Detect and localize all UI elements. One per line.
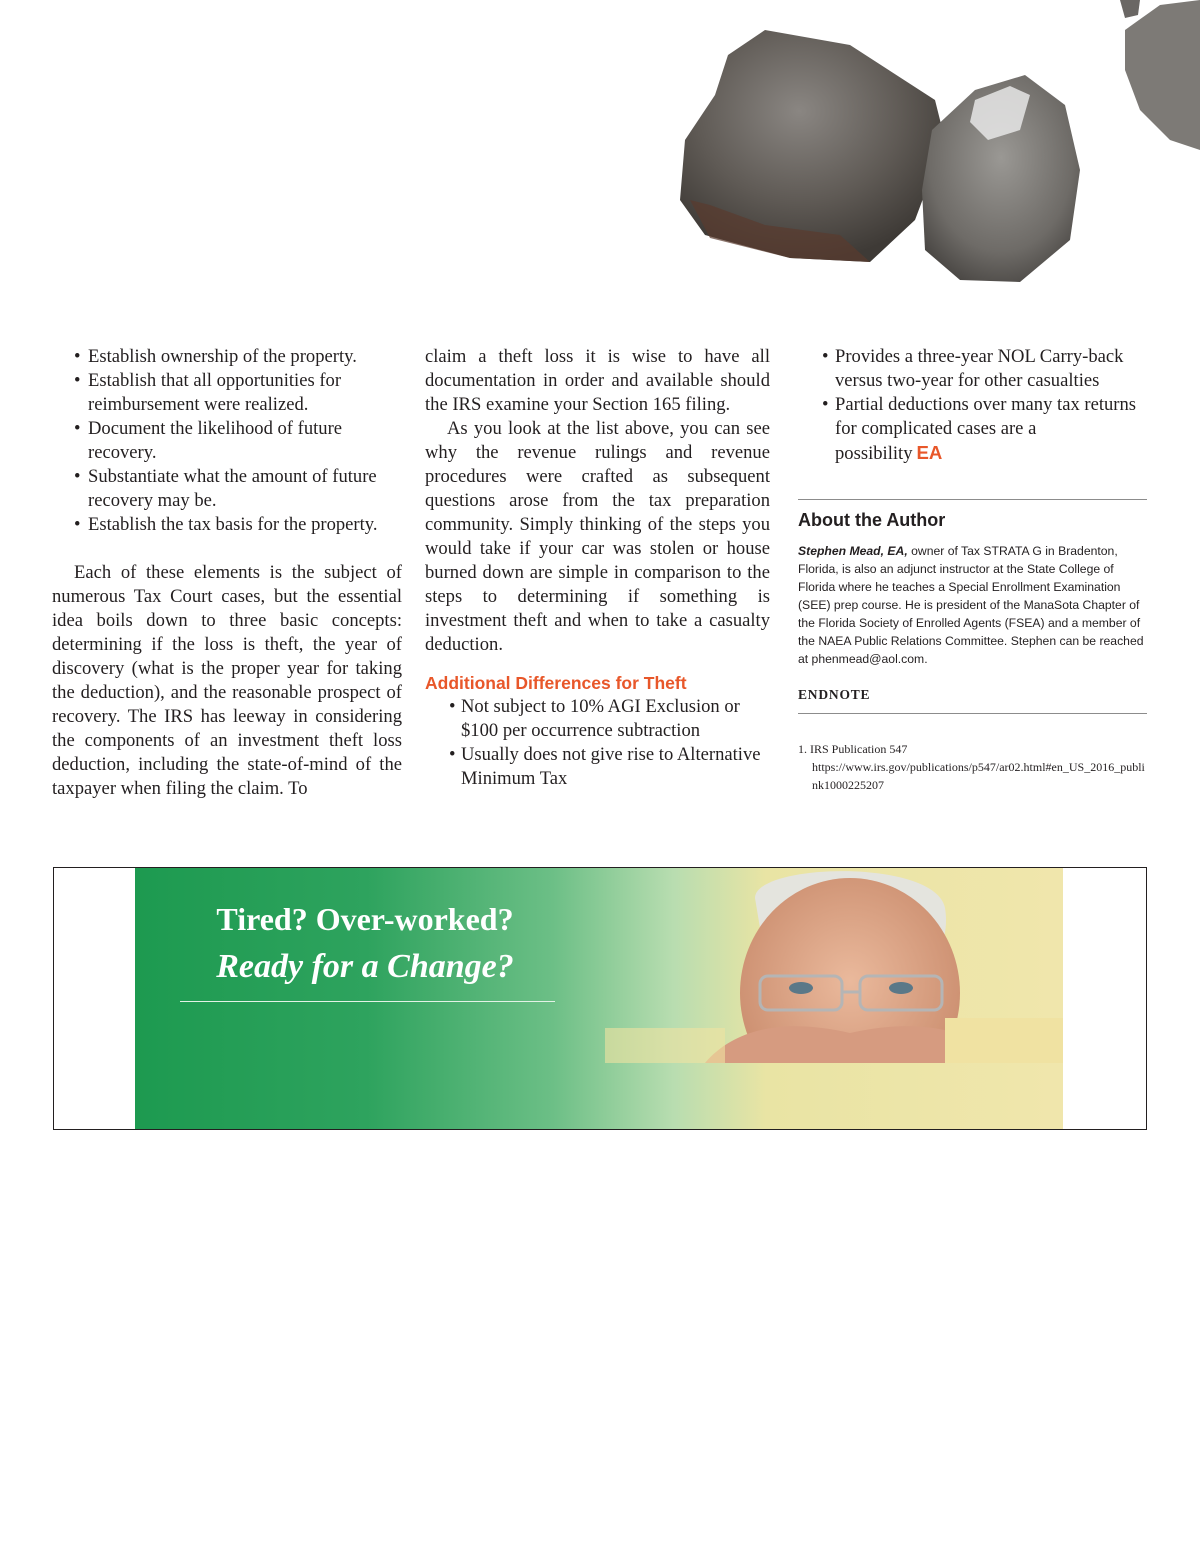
list-item: • Not subject to 10% AGI Exclusion or $100 per occurrence subtraction <box>425 695 770 743</box>
list-item: • Usually does not give rise to Alternative Minimum Tax <box>425 743 770 791</box>
column-3 <box>798 345 1147 794</box>
man-portrait-photo <box>605 868 1063 1063</box>
divider <box>180 1001 555 1002</box>
differences-list-continued <box>798 345 1147 466</box>
divider <box>798 499 1147 500</box>
divider <box>798 713 1147 714</box>
requirements-list <box>52 345 402 537</box>
body-paragraph: As you look at the list above, you can see why the revenue rulings and revenue procedures were crafted as subsequent questions arose from the tax preparation community. Simply thinking of the steps you would take if your car was stolen or house burned down are simple in comparison to the steps to determining if something is investment theft and when to take a casualty deduction. <box>425 418 770 655</box>
list-item: • Establish the tax basis for the property. <box>52 513 402 537</box>
body-paragraph: claim a theft loss it is wise to have all documentation in order and available should the IRS examine your Section 165 filing. <box>425 346 770 415</box>
list-item: • Establish ownership of the property. <box>52 345 402 369</box>
differences-list <box>425 695 770 791</box>
list-item: • Substantiate what the amount of future recovery may be. <box>52 465 402 513</box>
end-mark: EA <box>916 442 943 463</box>
endnote-list <box>798 740 1147 794</box>
author-bio <box>798 542 1147 668</box>
endnote-url[interactable]: https://www.irs.gov/publications/p547/ar02.html#en_US_2016_publink1000225207 <box>812 760 1145 792</box>
list-item-text: Partial deductions over many tax returns for complicated cases are a possibility <box>835 394 1137 464</box>
advertisement-panel <box>135 868 1063 1129</box>
endnote-label: 1. IRS Publication 547 <box>798 742 908 756</box>
list-item <box>798 393 1147 466</box>
endnote-item <box>798 740 1147 794</box>
about-author-heading: About the Author <box>798 510 946 530</box>
column-2 <box>425 345 770 791</box>
author-bio-text: owner of Tax STRATA G in Bradenton, Florida, is also an adjunct instructor at the State College of Florida where he teaches a Special Enrollment Examination (SEE) prep course. He is president of the ManaSota Chapter of the Florida Society of Enrolled Agents (FSEA) and a member of the NAEA Public Relations Committee. Stephen can be reached at phenmead@aol.com. <box>798 544 1144 666</box>
body-paragraph: Each of these elements is the subject of numerous Tax Court cases, but the essential idea boils down to three basic concepts: determining if the loss is theft, the year of discovery (what is the proper year for taking the deduction), and the reasonable prospect of recovery. The IRS has leeway in considering the components of an investment theft loss deduction, including the state-of-mind of the taxpayer when filing the claim. To <box>52 562 402 799</box>
list-item: • Establish that all opportunities for reimbursement were realized. <box>52 369 402 417</box>
ad-subheadline: Ready for a Change? <box>216 948 514 985</box>
list-item: • Document the likelihood of future recovery. <box>52 417 402 465</box>
author-name: Stephen Mead, EA, <box>798 544 908 558</box>
section-subheading: Additional Differences for Theft <box>425 673 687 693</box>
list-item: • Provides a three-year NOL Carry-back versus two-year for other casualties <box>798 345 1147 393</box>
ad-headline: Tired? Over-worked? <box>216 901 514 937</box>
rocks-illustration <box>670 0 1200 300</box>
endnote-heading: ENDNOTE <box>798 687 871 702</box>
column-1 <box>52 345 402 801</box>
